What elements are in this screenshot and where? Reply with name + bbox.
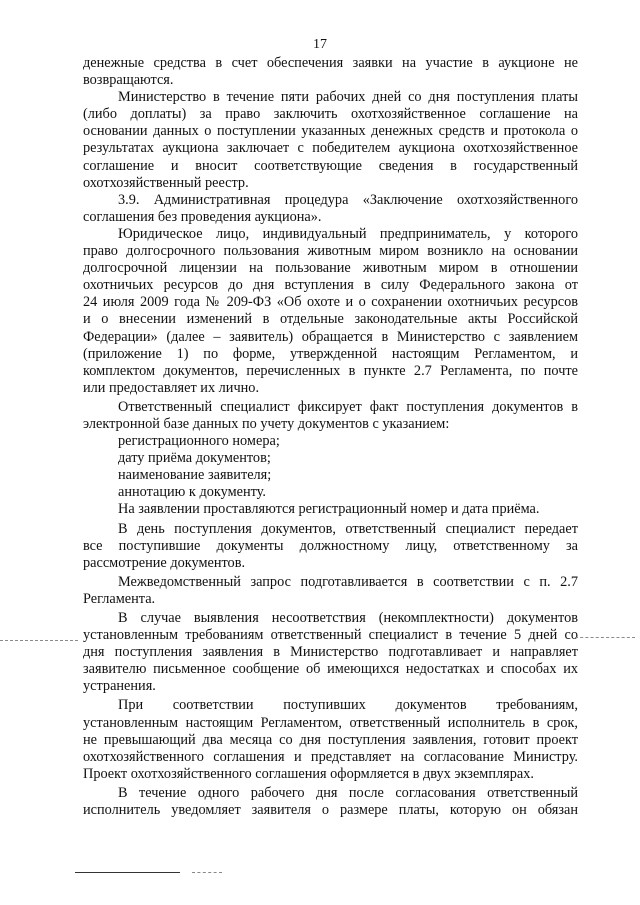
text-line: дня поступления заявления в Министерство подготавливает и направляет (83, 644, 578, 661)
text-line: В день поступления документов, ответственный специалист передает (118, 520, 578, 537)
list-item: регистрационного номера; (118, 433, 280, 450)
text-line: все поступившие документы должностному лицу, ответственному за (83, 537, 578, 554)
text-line: устранения. (83, 678, 156, 695)
text-line: Проект охотхозяйственного соглашения оформляется в двух экземплярах. (83, 765, 534, 782)
text-line: комплектом документов, перечисленных в пункте 2.7 Регламента, по почте (83, 362, 578, 379)
text-line: рассмотрение документов. (83, 554, 246, 571)
footnote-separator (75, 872, 180, 873)
text-line: право долгосрочного пользования животным миром возникло на основании (83, 243, 578, 260)
scan-margin-dash-right (575, 637, 635, 638)
text-line: Юридическое лицо, индивидуальный предприниматель, у которого (118, 225, 578, 242)
text-line: В течение одного рабочего дня после согласования ответственный (118, 784, 578, 801)
scan-margin-dash-left (0, 640, 78, 641)
text-line: На заявлении проставляются регистрационный номер и дата приёма. (118, 501, 540, 518)
text-line: результатах аукциона заключает с победителем аукциона охотхозяйственное (83, 140, 578, 157)
text-line: (приложение 1) по форме, утвержденной настоящим Регламентом, и (83, 345, 578, 362)
text-line: или предоставляет их лично. (83, 379, 260, 396)
text-line: При соответствии поступивших документов требованиям, (118, 697, 578, 714)
list-item: аннотацию к документу. (118, 484, 266, 501)
text-line: В случае выявления несоответствия (некомплектности) документов (118, 610, 578, 626)
text-line: Ответственный специалист фиксирует факт поступления документов в (118, 398, 578, 415)
text-line: охотничьих ресурсов до дня вступления в силу Федерального закона от (83, 277, 578, 294)
text-line: заявителю письменное сообщение об имеющихся недостатках и способах их (83, 661, 578, 678)
text-line: электронной базе данных по учету документов с указанием: (83, 415, 450, 432)
page-number: 17 (313, 37, 327, 52)
text-line: долгосрочной лицензии на пользование животным миром в отношении (83, 260, 578, 277)
section-heading: соглашения без проведения аукциона». (83, 208, 322, 225)
section-heading: 3.9. Административная процедура «Заключение охотхозяйственного (118, 191, 578, 208)
footnote-separator-dash (192, 872, 222, 873)
text-line: и о внесении изменений в отдельные законодательные акты Российской (83, 311, 578, 328)
text-line: Министерство в течение пяти рабочих дней со дня поступления платы (118, 89, 578, 106)
text-line: охотхозяйственный реестр. (83, 174, 249, 191)
text-line: возвращаются. (83, 72, 174, 89)
text-line: установленным настоящим Регламентом, ответственный исполнитель в срок, (83, 714, 578, 731)
text-line: Федерации» (далее – заявитель) обращается в Министерство с заявлением (83, 328, 578, 345)
document-body (83, 55, 578, 819)
text-line: не превышающий два месяца со дня поступления заявления, готовит проект (83, 731, 578, 748)
text-line: исполнитель уведомляет заявителя о размере платы, которую он обязан (83, 802, 578, 819)
list-item: наименование заявителя; (118, 467, 272, 484)
text-line: 24 июля 2009 года № 209-ФЗ «Об охоте и о сохранении охотничьих ресурсов (83, 294, 578, 311)
text-line: денежные средства в счет обеспечения заявки на участие в аукционе не (83, 55, 578, 71)
text-line: (либо доплаты) за право заключить охотхозяйственное соглашение на (83, 106, 578, 123)
text-line: Регламента. (83, 590, 156, 607)
text-line: основании данных о поступлении указанных денежных средств и протокола о (83, 123, 578, 140)
text-line: охотхозяйственного соглашения и представляет на согласование Министру. (83, 748, 578, 765)
text-line: установленным требованиям ответственный специалист в течение 5 дней со (83, 627, 578, 644)
text-line: Межведомственный запрос подготавливается в соответствии с п. 2.7 (118, 573, 578, 590)
list-item: дату приёма документов; (118, 450, 271, 467)
text-line: соглашение и вносит соответствующие сведения в государственный (83, 157, 578, 174)
